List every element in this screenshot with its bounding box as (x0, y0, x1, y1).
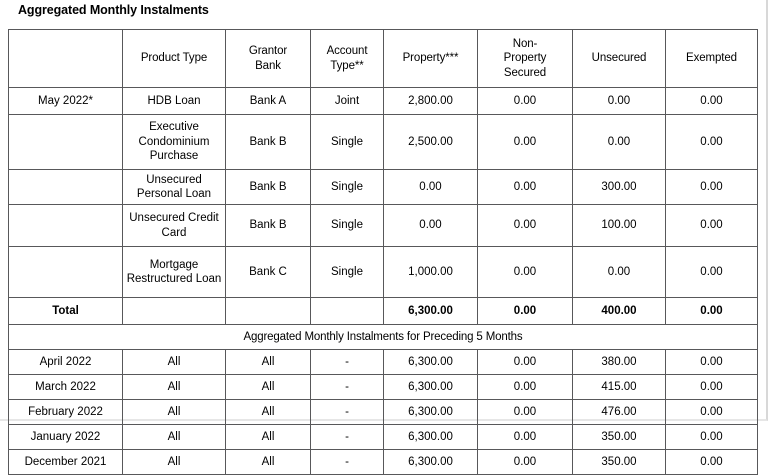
cell-exempted: 0.00 (666, 170, 758, 205)
cell-non-property-secured: 0.00 (478, 400, 573, 425)
cell-unsecured: 0.00 (573, 247, 666, 298)
cell-account-type: Joint (311, 88, 384, 115)
cell-grantor-bank: Bank B (226, 205, 311, 247)
cell-grantor-bank: All (226, 400, 311, 425)
cell-account-type: - (311, 400, 384, 425)
cell-grantor-bank: Bank B (226, 170, 311, 205)
cell-property: 2,500.00 (384, 115, 478, 170)
cell-account-type: - (311, 350, 384, 375)
table-row (9, 247, 758, 298)
non-property-line1: Non- (512, 37, 538, 50)
cell-total-exempted: 0.00 (666, 298, 758, 325)
cell-unsecured: 415.00 (573, 375, 666, 400)
cell-property: 6,300.00 (384, 425, 478, 450)
cell-period (9, 170, 123, 205)
cell-non-property-secured: 0.00 (478, 88, 573, 115)
column-header-exempted: Exempted (666, 30, 758, 88)
cell-property: 2,800.00 (384, 88, 478, 115)
cell-grantor-bank: All (226, 375, 311, 400)
cell-unsecured: 100.00 (573, 205, 666, 247)
non-property-line3: Secured (503, 66, 547, 79)
cell-non-property-secured: 0.00 (478, 205, 573, 247)
cell-exempted: 0.00 (666, 375, 758, 400)
cell-property: 6,300.00 (384, 450, 478, 475)
cell-non-property-secured: 0.00 (478, 450, 573, 475)
column-header-account-type (311, 30, 384, 88)
header-row (9, 30, 758, 88)
section-header-preceding-5-months: Aggregated Monthly Instalments for Preceding 5 Months (9, 325, 758, 350)
table-body (9, 88, 758, 475)
cell-product-type: Mortgage Restructured Loan (123, 247, 226, 298)
table-row (9, 115, 758, 170)
cell-unsecured: 300.00 (573, 170, 666, 205)
cell-product-type: Unsecured Credit Card (123, 205, 226, 247)
column-header-product-type: Product Type (123, 30, 226, 88)
cell-grantor-bank: All (226, 450, 311, 475)
table-row (9, 425, 758, 450)
cell-period: May 2022* (9, 88, 123, 115)
cell-product-type: All (123, 450, 226, 475)
cell-account-type: - (311, 450, 384, 475)
cell-property: 1,000.00 (384, 247, 478, 298)
cell-exempted: 0.00 (666, 450, 758, 475)
cell-total-grantor-bank (226, 298, 311, 325)
cell-unsecured: 476.00 (573, 400, 666, 425)
cell-exempted: 0.00 (666, 205, 758, 247)
cell-product-type: Executive Condominium Purchase (123, 115, 226, 170)
cell-product-type: All (123, 350, 226, 375)
cell-exempted: 0.00 (666, 350, 758, 375)
cell-non-property-secured: 0.00 (478, 115, 573, 170)
cell-period (9, 205, 123, 247)
total-row (9, 298, 758, 325)
cell-account-type: Single (311, 115, 384, 170)
cell-grantor-bank: Bank A (226, 88, 311, 115)
cell-grantor-bank: Bank C (226, 247, 311, 298)
column-header-non-property-secured (478, 30, 573, 88)
cell-period: December 2021 (9, 450, 123, 475)
column-header-unsecured: Unsecured (573, 30, 666, 88)
cell-product-type: All (123, 425, 226, 450)
cell-grantor-bank: Bank B (226, 115, 311, 170)
cell-property: 6,300.00 (384, 400, 478, 425)
account-type-line2: Type** (330, 59, 364, 72)
cell-grantor-bank: All (226, 425, 311, 450)
cell-non-property-secured: 0.00 (478, 425, 573, 450)
cell-product-type: Unsecured Personal Loan (123, 170, 226, 205)
account-type-line1: Account (326, 45, 368, 57)
grantor-bank-line2: Bank (255, 59, 281, 72)
cell-property: 0.00 (384, 170, 478, 205)
cell-account-type: Single (311, 170, 384, 205)
cell-unsecured: 350.00 (573, 450, 666, 475)
cell-unsecured: 380.00 (573, 350, 666, 375)
cell-total-product-type (123, 298, 226, 325)
cell-period (9, 115, 123, 170)
cell-unsecured: 0.00 (573, 88, 666, 115)
cell-exempted: 0.00 (666, 88, 758, 115)
cell-account-type: - (311, 425, 384, 450)
table-row (9, 375, 758, 400)
cell-non-property-secured: 0.00 (478, 247, 573, 298)
cell-non-property-secured: 0.00 (478, 375, 573, 400)
non-property-line2: Property (503, 52, 547, 65)
cell-account-type: - (311, 375, 384, 400)
cell-product-type: All (123, 400, 226, 425)
table-row (9, 205, 758, 247)
table-header (9, 30, 758, 88)
cell-period: January 2022 (9, 425, 123, 450)
cell-product-type: HDB Loan (123, 88, 226, 115)
table-row (9, 450, 758, 475)
cell-exempted: 0.00 (666, 425, 758, 450)
cell-product-type: All (123, 375, 226, 400)
cell-property: 6,300.00 (384, 350, 478, 375)
cell-unsecured: 0.00 (573, 115, 666, 170)
cell-unsecured: 350.00 (573, 425, 666, 450)
column-header-period (9, 30, 123, 88)
cell-total-non-property-secured: 0.00 (478, 298, 573, 325)
page-title: Aggregated Monthly Instalments (18, 3, 209, 17)
column-header-grantor-bank (226, 30, 311, 88)
cell-property: 6,300.00 (384, 375, 478, 400)
cell-non-property-secured: 0.00 (478, 170, 573, 205)
cell-account-type: Single (311, 205, 384, 247)
cell-exempted: 0.00 (666, 115, 758, 170)
instalments-table-container (8, 29, 757, 475)
cell-total-unsecured: 400.00 (573, 298, 666, 325)
aggregated-monthly-instalments-table (8, 29, 758, 475)
cell-grantor-bank: All (226, 350, 311, 375)
section-header-row (9, 325, 758, 350)
column-header-property: Property*** (384, 30, 478, 88)
grantor-bank-line1: Grantor (248, 45, 288, 57)
table-row (9, 88, 758, 115)
table-row (9, 170, 758, 205)
cell-period (9, 247, 123, 298)
cell-account-type: Single (311, 247, 384, 298)
cell-property: 0.00 (384, 205, 478, 247)
cell-total-property: 6,300.00 (384, 298, 478, 325)
cell-exempted: 0.00 (666, 400, 758, 425)
cell-period: April 2022 (9, 350, 123, 375)
cell-non-property-secured: 0.00 (478, 350, 573, 375)
cell-total-label: Total (9, 298, 123, 325)
table-row (9, 350, 758, 375)
cell-period: February 2022 (9, 400, 123, 425)
cell-period: March 2022 (9, 375, 123, 400)
cell-total-account-type (311, 298, 384, 325)
cell-exempted: 0.00 (666, 247, 758, 298)
